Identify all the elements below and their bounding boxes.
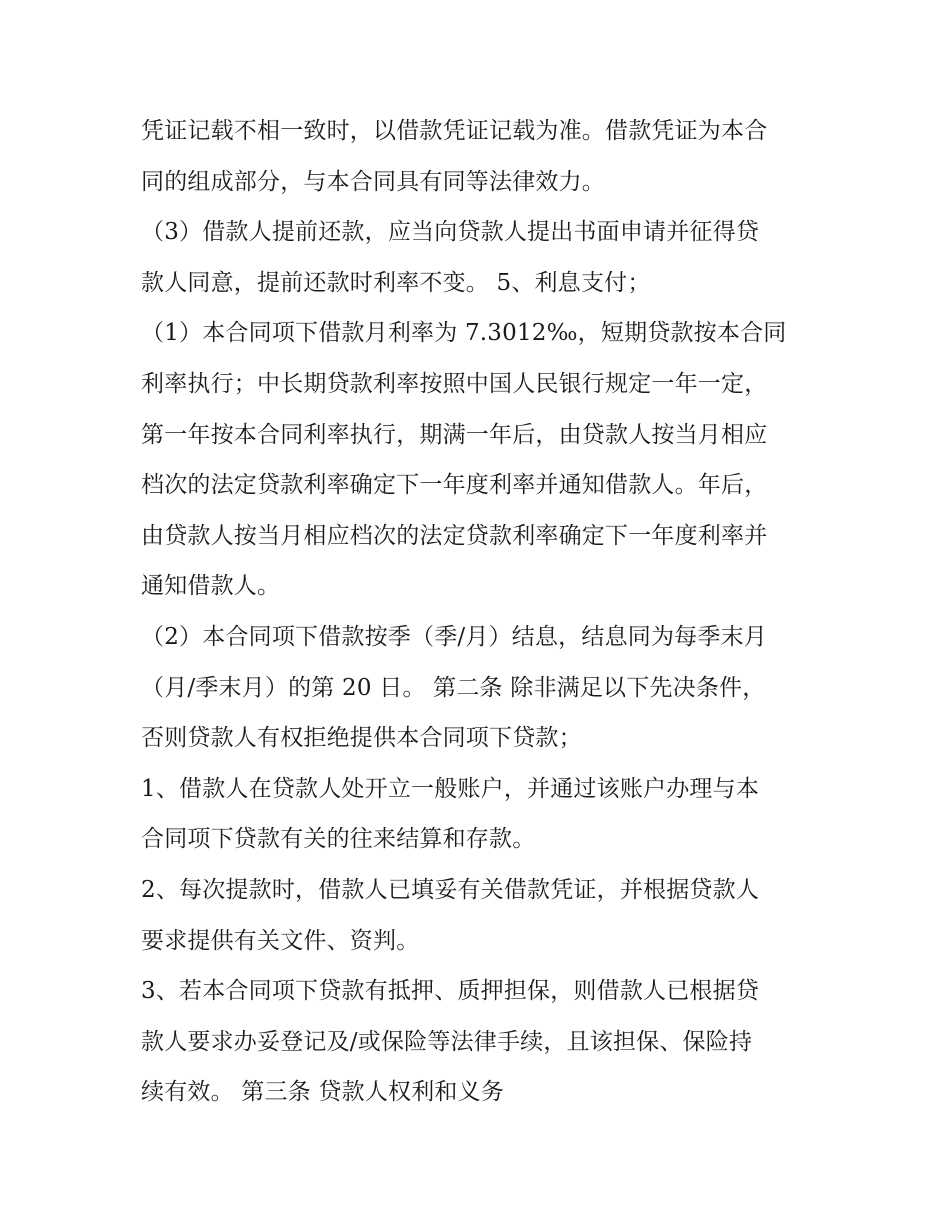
document-body [141,106,821,1118]
text-line: 款人要求办妥登记及/或保险等法律手续，且该担保、保险持 [141,1028,753,1055]
text-line: （月/季末月）的第 20 日。 第二条 除非满足以下先决条件， [141,674,766,701]
text-line: 3、若本合同项下贷款有抵押、质押担保，则借款人已根据贷 [141,978,760,1005]
text-line: 档次的法定贷款利率确定下一年度利率并通知借款人。年后， [141,472,768,499]
text-line: 通知借款人。 [141,573,281,600]
text-line: 2、每次提款时，借款人已填妥有关借款凭证，并根据贷款人 [141,876,760,903]
text-line: 款人同意，提前还款时利率不变。 5、利息支付； [141,269,651,296]
text-line: 续有效。 第三条 贷款人权利和义务 [141,1079,505,1106]
text-line: 第一年按本合同利率执行，期满一年后，由贷款人按当月相应 [141,421,768,448]
text-line: 否则贷款人有权拒绝提供本合同项下贷款； [141,725,582,752]
text-line: 凭证记载不相一致时，以借款凭证记载为准。借款凭证为本合 [141,118,768,144]
text-line: 利率执行；中长期贷款利率按照中国人民银行规定一年一定， [141,370,768,397]
text-line: （3）借款人提前还款，应当向贷款人提出书面申请并征得贷 [141,219,760,246]
text-line: 由贷款人按当月相应档次的法定贷款利率确定下一年度利率并 [141,522,768,549]
text-line: 1、借款人在贷款人处开立一般账户，并通过该账户办理与本 [141,775,760,802]
text-line: 要求提供有关文件、资判。 [141,927,420,954]
text-line: （2）本合同项下借款按季（季/月）结息，结息同为每季末月 [141,623,767,650]
text-line: （1）本合同项下借款月利率为 7.3012‰，短期贷款按本合同 [141,320,787,347]
text-line: 合同项下贷款有关的往来结算和存款。 [141,826,536,853]
text-line: 同的组成部分，与本合同具有同等法律效力。 [141,168,605,195]
